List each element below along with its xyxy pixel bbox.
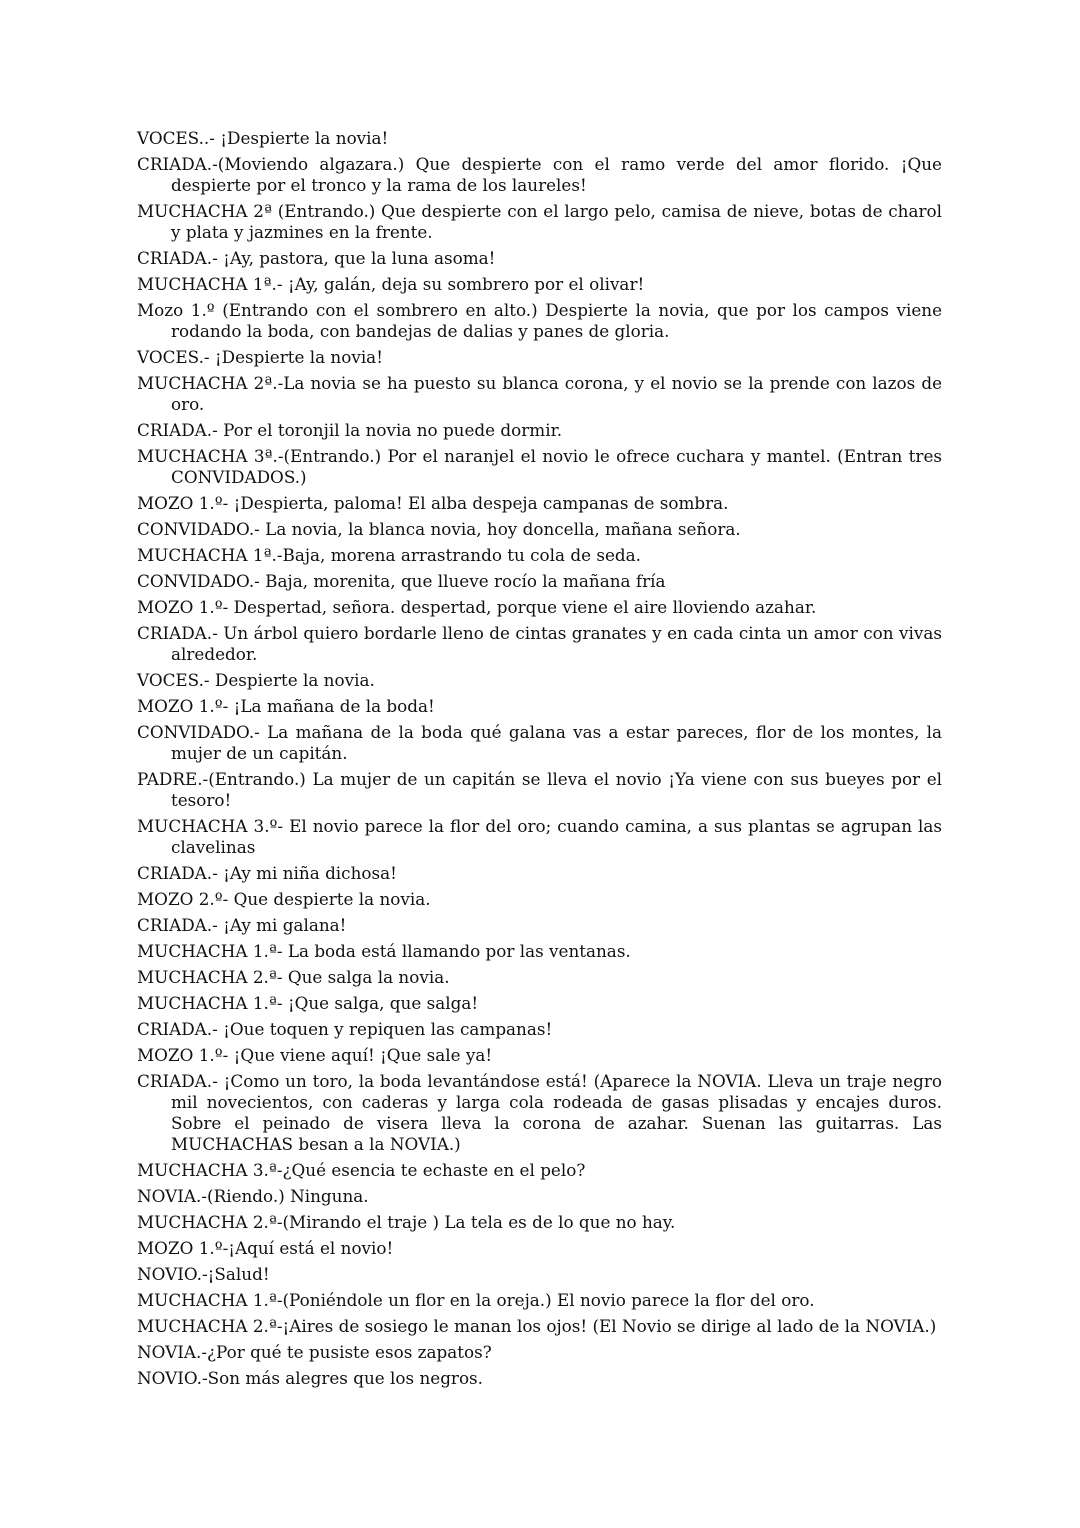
dialogue-line: CRIADA.- Por el toronjil la novia no puede dormir. <box>137 420 563 440</box>
dialogue-line: CONVIDADO.- La novia, la blanca novia, hoy doncella, mañana señora. <box>137 519 741 539</box>
dialogue-line: MOZO 1.º- ¡La mañana de la boda! <box>137 696 435 716</box>
dialogue-line: NOVIO.-¡Salud! <box>137 1264 270 1284</box>
dialogue-line: MUCHACHA 1.ª- ¡Que salga, que salga! <box>137 993 479 1013</box>
dialogue-line: NOVIA.-¿Por qué te pusiste esos zapatos? <box>137 1342 492 1362</box>
dialogue-line: MUCHACHA 2.ª-¡Aires de sosiego le manan los ojos! (El Novio se dirige al lado de la NOVIA.) <box>137 1316 937 1336</box>
dialogue-line: MUCHACHA 3ª.-(Entrando.) Por el naranjel el novio le ofrece cuchara y mantel. (Entran tres CONVIDADOS.) <box>137 446 942 487</box>
dialogue-line: MOZO 1.º-¡Aquí está el novio! <box>137 1238 394 1258</box>
dialogue-line: VOCES.- Despierte la novia. <box>137 670 375 690</box>
dialogue-line: NOVIO.-Son más alegres que los negros. <box>137 1368 484 1388</box>
dialogue-line: MUCHACHA 2ª (Entrando.) Que despierte con el largo pelo, camisa de nieve, botas de charol y plata y jazmines en la frente. <box>137 201 942 242</box>
dialogue-line: CRIADA.- ¡Ay mi galana! <box>137 915 347 935</box>
dialogue-line: MUCHACHA 3.º- El novio parece la flor del oro; cuando camina, a sus plantas se agrupan las clavelinas <box>137 816 942 857</box>
dialogue-line: Mozo 1.º (Entrando con el sombrero en alto.) Despierte la novia, que por los campos viene rodando la boda, con bandejas de dalias y panes de gloria. <box>137 300 942 341</box>
dialogue-line: CRIADA.- ¡Ay, pastora, que la luna asoma! <box>137 248 496 268</box>
dialogue-line: CRIADA.-(Moviendo algazara.) Que despierte con el ramo verde del amor florido. ¡Que despierte por el tronco y la rama de los laureles! <box>137 154 942 195</box>
dialogue-line: MUCHACHA 3.ª-¿Qué esencia te echaste en el pelo? <box>137 1160 586 1180</box>
dialogue-line: VOCES.- ¡Despierte la novia! <box>137 347 383 367</box>
dialogue-line: CONVIDADO.- Baja, morenita, que llueve rocío la mañana fría <box>137 571 666 591</box>
dialogue-line: NOVIA.-(Riendo.) Ninguna. <box>137 1186 369 1206</box>
dialogue-line: PADRE.-(Entrando.) La mujer de un capitán se lleva el novio ¡Ya viene con sus bueyes por el tesoro! <box>137 769 942 810</box>
dialogue-line: MUCHACHA 2.ª-(Mirando el traje ) La tela es de lo que no hay. <box>137 1212 676 1232</box>
dialogue-line: VOCES..- ¡Despierte la novia! <box>137 128 389 148</box>
dialogue-line: MUCHACHA 2.ª- Que salga la novia. <box>137 967 450 987</box>
script-page <box>137 128 942 1394</box>
dialogue-line: MUCHACHA 1ª.- ¡Ay, galán, deja su sombrero por el olivar! <box>137 274 645 294</box>
dialogue-line: MUCHACHA 2ª.-La novia se ha puesto su blanca corona, y el novio se la prende con lazos de oro. <box>137 373 942 414</box>
dialogue-line: CRIADA.- ¡Ay mi niña dichosa! <box>137 863 397 883</box>
dialogue-line: MOZO 1.º- ¡Despierta, paloma! El alba despeja campanas de sombra. <box>137 493 729 513</box>
dialogue-line: MOZO 1.º- Despertad, señora. despertad, porque viene el aire lloviendo azahar. <box>137 597 817 617</box>
dialogue-line: MUCHACHA 1.ª-(Poniéndole un flor en la oreja.) El novio parece la flor del oro. <box>137 1290 815 1310</box>
dialogue-line: MUCHACHA 1.ª- La boda está llamando por las ventanas. <box>137 941 631 961</box>
dialogue-line: CONVIDADO.- La mañana de la boda qué galana vas a estar pareces, flor de los montes, la mujer de un capitán. <box>137 722 942 763</box>
dialogue-line: CRIADA.- ¡Como un toro, la boda levantándose está! (Aparece la NOVIA. Lleva un traje negro mil novecientos, con caderas y larga cola rodeada de gasas plisadas y encajes duros. Sobre el peinado de visera lleva la corona de azahar. Suenan las guitarras. Las MUCHACHAS besan a la NOVIA.) <box>137 1071 942 1154</box>
dialogue-line: MUCHACHA 1ª.-Baja, morena arrastrando tu cola de seda. <box>137 545 641 565</box>
dialogue-line: MOZO 1.º- ¡Que viene aquí! ¡Que sale ya! <box>137 1045 493 1065</box>
dialogue-line: CRIADA.- Un árbol quiero bordarle lleno de cintas granates y en cada cinta un amor con vivas alrededor. <box>137 623 942 664</box>
dialogue-line: CRIADA.- ¡Oue toquen y repiquen las campanas! <box>137 1019 553 1039</box>
dialogue-line: MOZO 2.º- Que despierte la novia. <box>137 889 431 909</box>
